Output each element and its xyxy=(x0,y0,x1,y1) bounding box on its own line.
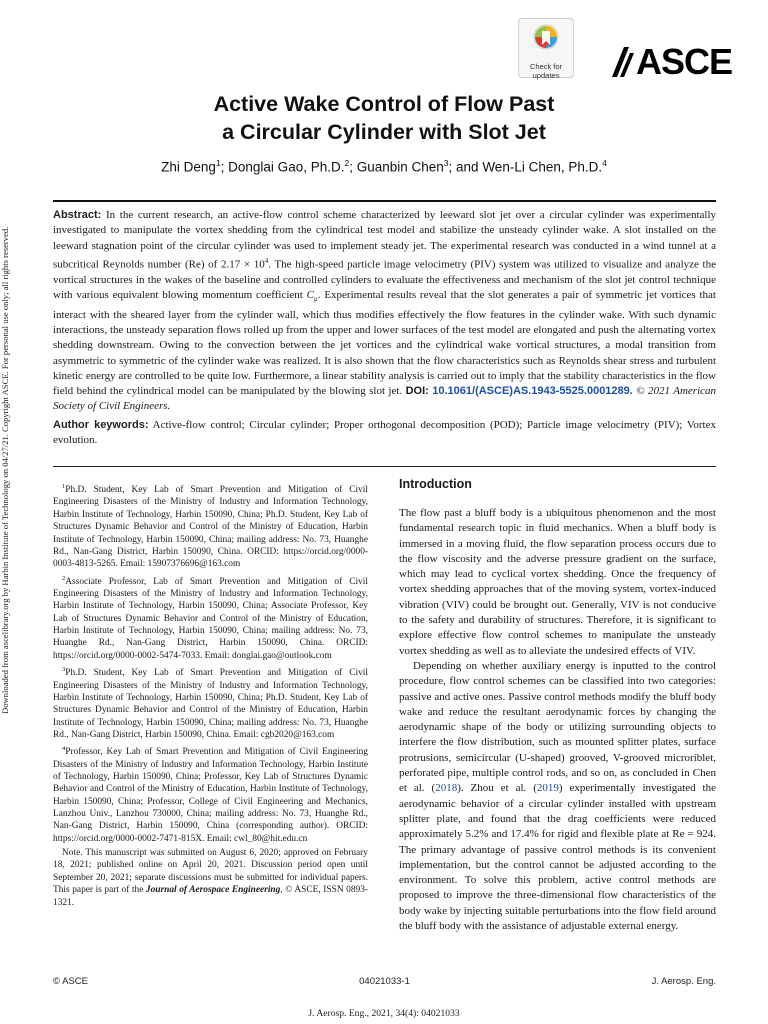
author-separator: ; and xyxy=(448,159,483,175)
abstract-text: . Experimental results reveal that the slot generates a pair of symmetric jet vortices that interact with the sheared layer from the cylinder wall, which thus modifies effectively the flow features in the cylinder wake. With such dynamic interactions, the unsteady separation flows rolled up from the upper and lower surfaces of the test model are elongated and push the alternating vortex shedding downstream. Owing to the convection between the jet vortices and the cylindrical wake vortical structures, a modal transition from asymmetric to symmetric of the cylinder wake was realized. It is also shown that the flow characteristics such as Reynolds shear stress and turbulent kinetic energy are controlled to be quite low. Furthermore, a linear stability analysis is carried out to imply that the stability characteristics in the flow field behind the cylindrical model can be manipulated by the blowing slot jet. xyxy=(53,289,716,398)
abstract-label: Abstract: xyxy=(53,209,102,221)
momentum-coefficient-subscript: μ xyxy=(313,295,318,304)
doi-link[interactable]: 10.1061/(ASCE)AS.1943-5525.0001289. xyxy=(432,385,633,398)
author-name: Donglai Gao, Ph.D. xyxy=(228,159,345,175)
keywords-bottom-rule xyxy=(53,466,716,467)
note-tail: , © ASCE, ISSN 0893-1321. xyxy=(53,885,369,908)
author-affiliation-mark: 1 xyxy=(215,158,221,168)
intro-paragraph-2 xyxy=(399,659,716,934)
footnote xyxy=(53,664,368,741)
reynolds-exponent: 4 xyxy=(264,256,269,265)
keywords-label: Author keywords: xyxy=(53,419,149,431)
journal-name: Journal of Aerospace Engineering xyxy=(145,885,281,896)
intro-text: ) experimentally investigated the aerodynamic behavior of a circular cylinder installed with upstream splitter plate, and found that the drag coefficients were reduced approximately 5.2% and 17.4% for rigid and flexible plate at Re = 924. The primary advantage of passive control methods is its convenient implementation, but the control cannot be adjusted according to the environment. To solve this problem, active control methods are proposed to improve the three-dimensional flow characteristics of the body wake by injecting suitable perturbations into the flow field around the bluff body with the assistance of adjustable external energy. xyxy=(399,782,716,933)
badge-label-line2: updates xyxy=(532,71,560,80)
footnote xyxy=(53,743,368,845)
abstract-text: In the current research, an active-flow control scheme characterized by leeward slot jet over a circular cylinder was experimentally investigated to manipulate the vortex shedding from the cylindrical test model and stabilize the unsteady cylinder wake. A slot installed on the leeward stagnation point of the circular cylinder was used to implement steady jet. The experimental research was conducted in a wind tunnel at a subcritical Reynolds number (Re) of 2.17 × 10 xyxy=(53,209,717,271)
author-affiliation-mark: 2 xyxy=(344,158,350,168)
footer-copyright: © ASCE xyxy=(53,976,88,987)
paper-title xyxy=(0,90,768,146)
journal-citation: J. Aerosp. Eng., 2021, 34(4): 04021033 xyxy=(308,1008,460,1019)
page-footer xyxy=(53,976,716,990)
introduction-heading: Introduction xyxy=(399,477,472,491)
author-keywords xyxy=(53,418,716,449)
asce-logo-text: ASCE xyxy=(636,41,733,82)
title-line-1: Active Wake Control of Flow Past xyxy=(213,92,555,116)
author-separator: ; xyxy=(220,159,229,175)
author-list xyxy=(0,158,768,175)
footnote-mark: 2 xyxy=(62,574,66,582)
abstract-top-rule xyxy=(53,200,716,202)
abstract xyxy=(53,208,716,415)
footnote-mark: 1 xyxy=(62,483,66,490)
abstract-text: . The high-speed particle image velocimetry (PIV) system was utilized to visualize and analyze the vortical structures in the wakes of the baseline and controlled cylinders to evaluate the effectiveness and mechanism of the slot jet control technique with various equivalent blowing momentum coefficient xyxy=(53,258,716,302)
doi-label: DOI: xyxy=(405,385,429,398)
footnote-text: Ph.D. Student, Key Lab of Smart Prevention and Mitigation of Civil Engineering Disasters of the Ministry of Industry and Information Technology, Harbin Institute of Technology, Harbin 150090, China; Ph.D. Student, Key Lab of Structures Dynamic Behavior and Control of the Ministry of Education, Harbin Institute of Technology, Harbin 150090, China; mailing address: No. 73, Huanghe Rd., Nan-Gang District, Harbin 150090, China. Email: cgb2020@163.com xyxy=(53,668,368,740)
intro-paragraph-1: The flow past a bluff body is a ubiquitous phenomenon and the most fundamental research topic in fluid mechanics. When a bluff body is immersed in a moving fluid, the flow separation process occurs due to the flow viscosity and the adverse pressure gradient on the surface, which may lead to cyclical vortex shedding. Once the frequency of vortex shedding approaches that of the moving system, vortex-induced vibration (VIV) could be brought out. Generally, VIV is not conducive to the safety and durability of structures. Therefore, it is significant to explore effective flow control schemes to manipulate the unsteady vortex shedding as well as to alleviate the undesired effects of VIV. xyxy=(399,507,716,657)
footnote xyxy=(53,481,368,571)
title-line-2: a Circular Cylinder with Slot Jet xyxy=(222,120,546,144)
check-for-updates-badge[interactable] xyxy=(518,18,574,78)
badge-label-line1: Check for xyxy=(529,62,563,71)
intro-text: ). Zhou et al. ( xyxy=(457,782,537,795)
footnote-mark: 3 xyxy=(62,666,66,674)
author-affiliation-mark: 4 xyxy=(602,158,607,168)
footnote-text: Associate Professor, Lab of Smart Prevention and Mitigation of Civil Engineering Disasters of the Ministry of Industry and Information Technology, Harbin Institute of Technology, Harbin 150090, China; Associate Professor, Key Lab of Structures Dynamic Behavior and Control of the Ministry of Education, Harbin Institute of Technology, Harbin 150090, China; mailing address: No. 73, Huanghe Rd., Nan-Gang District, Harbin 150090, China. ORCID: https://orcid.org/0000-0002-5474-7033. Email: donglai.gao@outlook.com xyxy=(53,576,368,661)
submission-note xyxy=(53,847,368,909)
footnotes-column xyxy=(53,481,368,911)
asce-logo-mark-icon xyxy=(612,47,634,77)
author-name: Guanbin Chen xyxy=(356,159,444,175)
momentum-coefficient-symbol: C xyxy=(306,289,314,302)
download-notice-sidebar: Downloaded from ascelibrary.org by Harbin Institute of Technology on 04/27/21. Copyright ASCE. For personal use only; all rights reserved. xyxy=(0,226,10,714)
intro-text: Depending on whether auxiliary energy is inputted to the control procedure, flow control schemes can be classified into two categories: passive and active ones. Passive control methods modify the bluff body wake and reduce the resultant aerodynamic forces by changing the aerodynamic shape of the body or utilizing surrounding objects to interfere the flow distribution, such as mounted splitter plates, surface protrusions, semicircular (U-shaped) grooved, V-grooved microriblet, perforated pipe, multiple control rods, and so on, as concluded in Chen et al. ( xyxy=(399,659,716,795)
author-name: Zhi Deng xyxy=(161,159,216,175)
keywords-text: Active-flow control; Circular cylinder; Proper orthogonal decomposition (POD); Particle image velocimetry (PIV); Vortex evolution. xyxy=(53,419,716,447)
footer-journal: J. Aerosp. Eng. xyxy=(651,976,716,987)
footnote-text: Professor, Key Lab of Smart Prevention and Mitigation of Civil Engineering Disasters of the Ministry of Industry and Information Technology, Harbin Institute of Technology, Harbin 150090, China; Professor, Key Lab of Structures Dynamic Behavior and Control of the Ministry of Education, Harbin Institute of Technology, Harbin 150090, China; Professor, College of Civil Engineering and Mechanics, Lanzhou Univ., Lanzhou 730000, China; mailing address: No. 73, Huanghe Rd., Nan-Gang District, Harbin 150090, China (corresponding author). ORCID: https://orcid.org/0000-0002-7471-815X. Email: cwl_80@hit.edu.cn xyxy=(53,747,368,844)
introduction-column xyxy=(399,476,716,934)
abstract-copyright: © 2021 American Society of Civil Engineers. xyxy=(53,385,717,413)
footnote-text: Ph.D. Student, Key Lab of Smart Prevention and Mitigation of Civil Engineering Disasters of the Ministry of Industry and Information Technology, Harbin Institute of Technology, Harbin 150090, China; Ph.D. Student, Key Lab of Structures Dynamic Behavior and Control of the Ministry of Education, Harbin Institute of Technology, Harbin 150090, China; mailing address: No. 73, Huanghe Rd., Nan-Gang District, Harbin 150090, China. ORCID: https://orcid.org/0000-0003-4813-5265. Email: 15907376696@163.com xyxy=(53,485,368,570)
note-text: Note. This manuscript was submitted on August 6, 2020; approved on February 18, 2021; published online on April 20, 2021. Discussion period open until September 20, 2021; separate discussions must be submitted for individual papers. This paper is part of the xyxy=(53,848,368,896)
footnote-mark: 4 xyxy=(62,745,66,753)
citation-link[interactable]: 2018 xyxy=(435,782,458,795)
footer-page-number: 04021033-1 xyxy=(359,976,410,987)
footnote xyxy=(53,573,368,663)
author-separator: ; xyxy=(349,159,357,175)
author-affiliation-mark: 3 xyxy=(443,158,449,168)
asce-logo xyxy=(612,41,733,82)
author-name: Wen-Li Chen, Ph.D. xyxy=(482,159,603,175)
citation-link[interactable]: 2019 xyxy=(536,782,559,795)
crossmark-icon xyxy=(531,23,561,55)
